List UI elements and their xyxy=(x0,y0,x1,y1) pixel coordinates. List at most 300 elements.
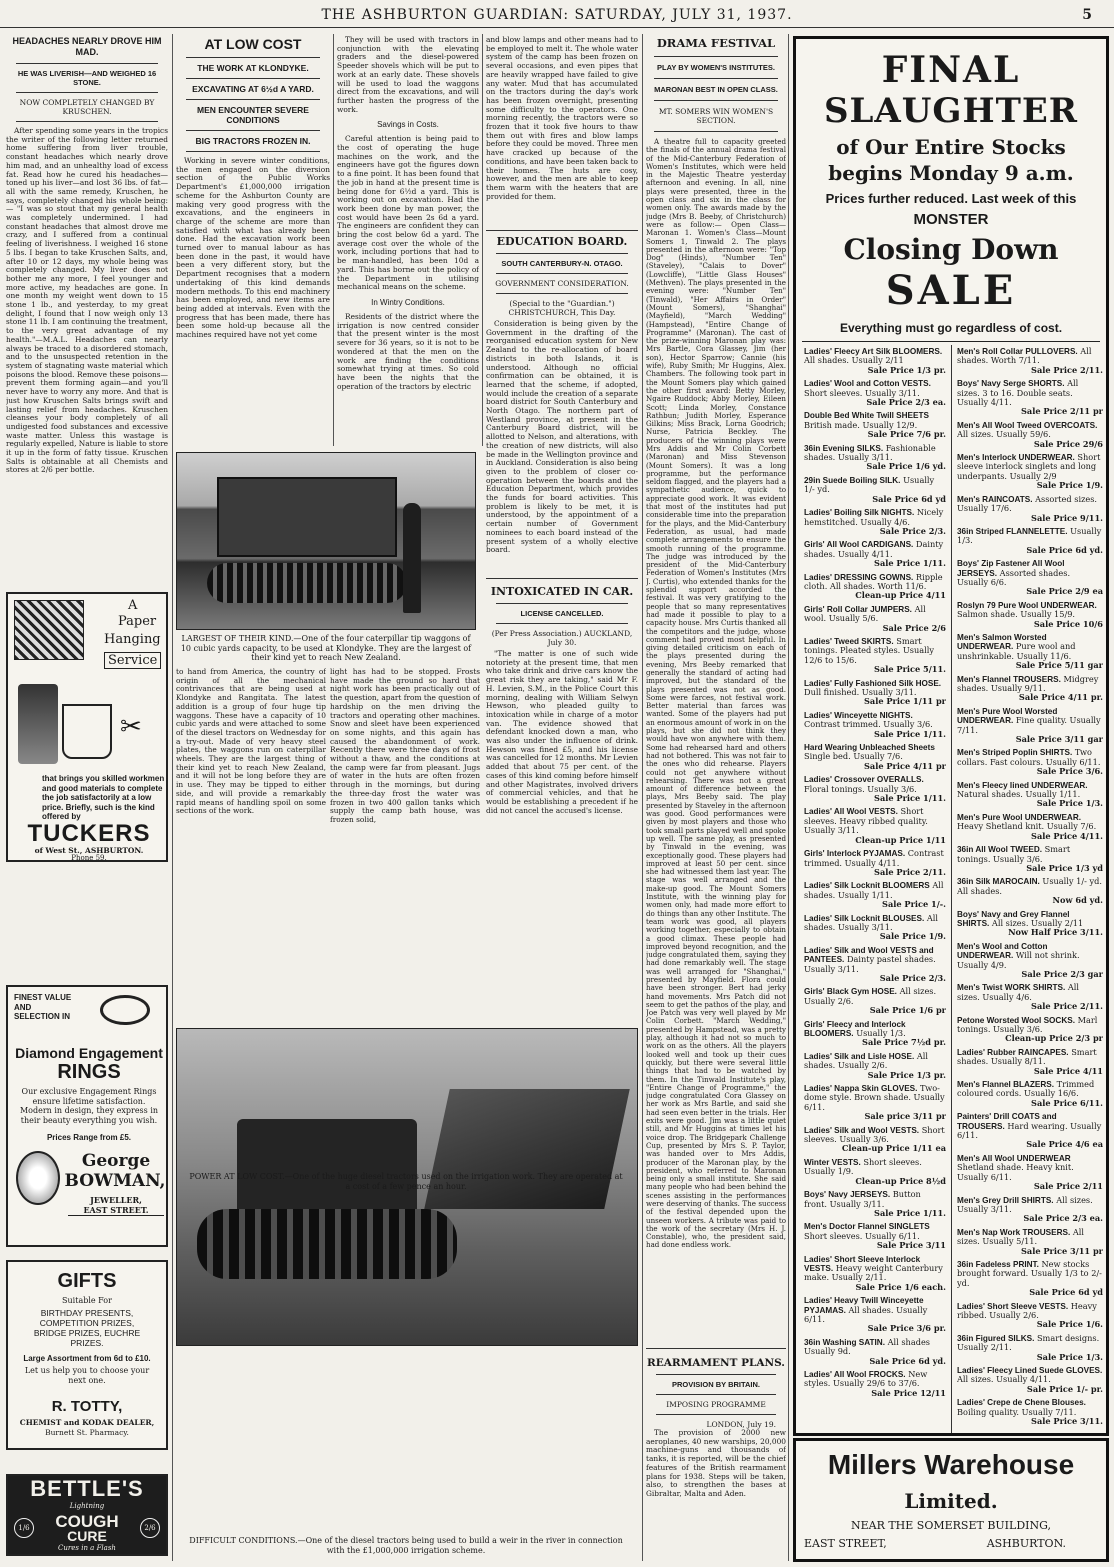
sale-item-desc: Floral tonings. Usually 3/6. xyxy=(804,783,917,794)
tuckers-ad xyxy=(6,592,168,862)
tuckers-a: A xyxy=(128,598,138,613)
sale-item-title: Men's Twist WORK SHIRTS. xyxy=(957,983,1066,993)
sale-item-price: Sale Price 3/11. xyxy=(1031,1416,1103,1427)
sale-item-desc: All shades. Usually 1/11. xyxy=(804,880,944,900)
sale-item-price: Sale Price 1/- pr. xyxy=(1026,1383,1103,1394)
sale-item xyxy=(957,1048,1103,1076)
sale-item-title: Ladies' Silk Locknit BLOOMERS xyxy=(804,881,930,891)
sale-item-desc: Usually 1/- yd. All shades. xyxy=(957,876,1102,896)
sale-item-title: Men's Fleecy lined UNDERWEAR. xyxy=(957,780,1088,790)
diesel-tractor-caption: POWER AT LOW COST.—One of the huge diesel tractors used on the irrigation work. They are operated at a cost of a few pence an hour. xyxy=(189,1172,623,1191)
sale-item xyxy=(957,1196,1103,1224)
sale-item-price: Sale Price 10/6 xyxy=(1033,618,1103,629)
sale-item-title: Ladies' Short Sleeve VESTS. xyxy=(957,1301,1069,1311)
sale-item-desc: Pure wool and unshrinkable. Usually 11/6. xyxy=(957,641,1076,661)
bowman-diamond: Diamond Engagement xyxy=(15,1045,163,1061)
sale-item-desc: Two collars. Fast colours. Usually 6/11. xyxy=(957,747,1101,767)
sale-item-desc: Dull finished. Usually 3/11. xyxy=(804,687,917,697)
sale-item xyxy=(957,748,1103,776)
sale-item xyxy=(804,1158,946,1186)
sale-item xyxy=(804,743,946,771)
intoxicated-article xyxy=(486,576,638,846)
sale-item-title: Ladies' Boiling Silk NIGHTS. xyxy=(804,508,915,518)
education-subhead-1: SOUTH CANTERBURY-N. OTAGO. xyxy=(501,259,623,268)
sale-item xyxy=(804,987,946,1015)
totty-address-2: Burnett St. Pharmacy. xyxy=(45,1428,129,1437)
sale-item-price: Sale price 3/11 pr xyxy=(864,1111,946,1122)
sale-item-title: Roslyn 79 Pure Wool UNDERWEAR. xyxy=(957,600,1097,610)
drama-subhead-1: PLAY BY WOMEN'S INSTITUTES. xyxy=(657,63,775,72)
sale-item xyxy=(957,983,1103,1011)
klondyke-subhead-2: EXCAVATING AT 6½d A YARD. xyxy=(192,84,314,94)
sale-item-title: Winter VESTS. xyxy=(804,1157,861,1167)
sale-item-price: Sale Price 2/9 ea xyxy=(1026,586,1103,597)
drama-article xyxy=(646,36,786,1336)
sale-item-desc: Nicely hemstitched. Usually 4/6. xyxy=(804,507,944,527)
rearm-subhead-2: IMPOSING PROGRAMME xyxy=(666,1400,766,1409)
sale-item-desc: All shades. Usually 6/11. xyxy=(804,1304,928,1324)
education-article xyxy=(486,228,638,573)
sale-item-desc: Short sleeves. Usually 1/9. xyxy=(804,1156,922,1177)
brush-icon xyxy=(18,684,58,764)
sale-final: FINAL xyxy=(881,49,1021,91)
sale-item xyxy=(804,444,946,472)
millers-name: Millers Warehouse xyxy=(827,1449,1075,1480)
sale-item-title: 36in Figured SILKS. xyxy=(957,1333,1035,1343)
sale-item-title: Girls' All Wool CARDIGANS. xyxy=(804,540,914,550)
sale-item-desc: All sizes. Usually 5/11. xyxy=(957,1226,1085,1247)
sale-item-title: Painters' Drill COATS and TROUSERS. xyxy=(957,1112,1057,1131)
kruschen-body: After spending some years in the tropics the writer of the following letter returned home suffering from liver trouble, constant headaches which nearly drove him mad, and an unhealthy load of excess fat. Read how he cured his headaches—toned up his liver—and lost 36 lbs. of fat—all with the same remedy, Kruschen, he says, completely changed his whole being:— "I was so stout that my general health was completely undermined. I had constant headaches that almost drove me crazy, and I suffered from a continual feeling of liverishness. I weighed 16 stone 5 lbs. I began to take Kruschen Salts, and, after 10 or 12 days, my whole being was completely changed. My liver does not bother me any more, I feel younger and more active, my headaches are gone. In one month my weight went down to 15 stone 1 lb., and yesterday, to my great delight, I found that I now weigh only 13 stone 11 lb. I am continuing the treatment, to the very great advantage of my health."—M.A.L. Headaches can nearly always be traced to a disordered stomach, and to the unsuspected retention in the system of stagnating waste material which poisons the blood. Remove these poisons—prevent them forming again—and you'll never have to worry any more. And that is just how Kruschen Salts brings swift and lasting relief from headaches. Kruschen cleanses your body completely of all undigested food substances and excessive waste matter. Unless this wastage is regularly expelled, Nature is liable to store it up in the form of fatty tissue. Kruschen Salts is obtainable at all Chemists and stores at 2/6 per bottle. xyxy=(6,126,168,475)
sale-item-title: Men's Nap Work TROUSERS. xyxy=(957,1227,1071,1237)
sale-item-price: Clean-up Price 2/3 pr xyxy=(1005,1033,1103,1044)
sale-item-title: 36in Evening SILKS. xyxy=(804,443,884,453)
sale-item-title: Girls' Interlock PYJAMAS. xyxy=(804,849,906,859)
intox-body: "The matter is one of such wide notoriety at the present time, that men who take drink and drive cars know the great risk they are taking," said Mr F. H. Levien, S.M., in the Police Court this morning, dealing with William Selwyn Hewson, who pleaded guilty to intoxication while in charge of a motor van. The evidence showed that defendant knocked down a man, who was also under the influence of drink. Hewson was fined £5, and his license was cancelled for 12 months. Mr Levien added that about 75 per cent. of the cases of this kind coming before himself and other Magistrates, involved drivers of commercial vehicles, and that he would be establishing a precedent if he did not cancel the accused's license. xyxy=(486,649,638,815)
bettles-name: BETTLE'S xyxy=(30,1476,144,1501)
klondyke-body-2: They will be used with tractors in conjunction with the elevating graders and the diesel-powered Speeder shovels which will be put to work at an early date. These shovels will be used to load the waggons direct from the excavations, and will further hasten the progress of the work. xyxy=(337,36,479,114)
klondyke-headline: AT LOW COST xyxy=(204,36,302,52)
sale-item-title: Men's Salmon Worsted UNDERWEAR. xyxy=(957,632,1047,652)
sale-item-price: Sale Price 1/6 pr xyxy=(869,1005,946,1016)
millers-limited: Limited. xyxy=(904,1489,998,1513)
sale-item-price: Sale Price 1/3 pr. xyxy=(867,1069,946,1080)
education-body: Consideration is being given by the Government in the drafting of the reorganised education system for New Zealand to the re-allocation of board districts in both Islands, it is understood. Although no official confirmation can be obtained, it is learned that the scheme, if adopted, would include the creation of a separate board district for South Canterbury and North Otago. The northern part of Westland province, at present in the Canterbury Board district, will be allotted to Nelson, and alterations, with the creation of new districts, will also be made in the Wellington province and in Auckland. Consideration is also being given to the problem of closer co-operation between the boards and the Education Department, which provides the funds for board activities. This problem is likely to be met, it is understood, by the appointment of a certain number of Government nominees to each board instead of the present system of a wholly elective board. xyxy=(486,319,638,555)
sale-item-title: Ladies' Tweed SKIRTS. xyxy=(804,636,894,646)
sale-item-title: Ladies' Silk and Wool VESTS and PANTEES. xyxy=(804,945,934,965)
kruschen-headline: HEADACHES NEARLY DROVE HIM MAD. xyxy=(12,36,162,57)
sale-item-title: Ladies' Winceyette NIGHTS. xyxy=(804,710,913,720)
sale-item xyxy=(804,1222,946,1250)
sale-item xyxy=(804,1296,946,1334)
totty-help: Let us help you to choose your next one. xyxy=(24,1366,150,1385)
drama-body: A theatre full to capacity greeted the finals of the annual drama festival of the Mid-Canterbury Federation of Women's Institutes, which were held in the Majestic Theatre yesterday afternoon and evening. In all, nine plays were presented, three in the open class and six in the class for women only. The awards made by the judge (Mrs B. Beeby, of Christchurch) were as follow:— Open Class—Maronan 1. Women's Class—Mount Somers 1, Tinwald 2. The plays presented in the afternoon were: "Top Dog" (Hinds), "Number Ten" (Staveley), "Calais to Dover" (Lowcliffe), "Little Glass Houses" (Methven). The plays presented in the evening were: "Number Ten" (Tinwald), "Her Affairs in Order" (Mount Somers), "Shanghai" (Mayfield), "March Wedding" (Hampstead), "Entire Change of Programme" (Maronan). The cast of the prize-winning Maronan play was: Mrs Bartle, Cora Glassey, Jim (her son), Hector Sparrow; Cannie (his wife), Ruby Smith; Mr Huggins, Alex. Chambers. The following took part in the Mount Somers play which gained the other first award: Betty Morley, Ngaire Ruddock; Abby Morley, Eileen Scott; Linda Morley, Constance Rathbun; Judith Morley, Esperance Gilkins; Miss Brack, Lorna Goodrich; Nurse, Patricia Beckley. The producers of the winning plays were Mrs Addis and Mr Colin Corbett (Maronan) and Miss Stevenson (Mount Somers). It was a long programme, but the performance seldom flagged, and the players had a sympathetic audience, quick to appreciate good work. It was evident that most of the institutes had put considerable time into the preparation for the plays, and the Mid-Canterbury Federation, as usual, had made complete arrangements to ensure the smooth running of the programme. The judge was introduced by the president of the Mid-Canterbury Federation of Women's Institutes (Mrs J. Curtis), who extended thanks for the splendid support accorded the festival. It was very gratifying to the people that so many representatives had made it possible to play to a capacity house. Mrs Curtis thanked all the competitors and the judge, whose comment had proved most helpful. In giving detailed criticism on each of the plays presented during the evening, Mrs Beeby remarked that generally the standard of acting had improved, but the standard of the plays presented was not as good. Some were farces, not festival work. Better material than farces was wanted. Some of the players had put an enormous amount of work in on the plays, but she did not think they would have won anywhere with them. Some had rehearsed hard and others had not bothered. This was not fair to the ones who did rehearse. Players could not get anywhere without rehearsing. There was not a great amount of difference between the plays, Mrs Beeby said. The play presented by Staveley in the afternoon was good. Good performances were given by most players and those who took small parts played well and spoke up well. The same play, as presented by Tinwald in the evening, was exceptionally good. These players had improved at least 50 per cent. since she had witnessed them last year. The stage was well arranged and the make-up good. The Mount Somers Institute, with the winning play for women only, had made more effort to do things than any other Institute. The team work was good, all players working together, especially to obtain a good climax. These people had improved beyond recognition, and the judge congratulated them, saying they had done remarkably well. The stage was well arranged for "Shanghai," presented by Mayfield. Flora could have been stronger. Bert had jerky hand movements. Mrs Patch did not seem to get the pathos of the play, and Joe Patch was very well played by Mr Colin Corbett. "March Wedding," presented by Hampstead, was a pretty play, although it had not so much to work on as the others. All the players looked well and took up their cues quickly, but there were several little things that had to be watched by them. In the Tinwald Institute's play, "Entire Change of Programme," the judge congratulated Cora Glassey on her work as Mrs Bartle, and said she had seen even better in the trials. Her exits were good. Jim was a little quiet still, and Mr Huggins at times let his voice drop. The Bridgepark Challenge Cup, presented by Mrs S. P. Taylor, was handed over to Mrs Addis, producer of the Maronan play, by the president, who referred to Maronan being only a small institute. She said many people who had been behind the scenes assisting in the performances were deserving of thanks. The success of the festival depended upon the unseen workers. A tribute was paid to the work of the secretary (Mrs H. J. Constable), who, the president said, had done endless work. xyxy=(646,137,786,1250)
sale-item-price: Sale Price 1/6 each. xyxy=(855,1281,946,1292)
education-headline: EDUCATION BOARD. xyxy=(496,235,628,248)
sale-item xyxy=(804,1084,946,1122)
sale-item-title: Ladies' Fleecy Art Silk BLOOMERS. xyxy=(804,347,943,356)
sale-item xyxy=(957,1080,1103,1108)
klondyke-sub-wintry: In Wintry Conditions. xyxy=(371,297,445,307)
sale-item-title: 36in Striped FLANNELETTE. xyxy=(957,526,1068,536)
sale-item xyxy=(804,508,946,536)
sale-stocks: of Our Entire Stocks xyxy=(836,135,1066,159)
tuckers-hanging: Hanging xyxy=(104,632,161,647)
ring-box-icon xyxy=(16,1151,60,1205)
sale-slaughter: SLAUGHTER xyxy=(823,91,1079,131)
sale-item xyxy=(804,881,946,909)
worker-figure xyxy=(403,503,421,613)
drama-subhead-3: MT. SOMERS WIN WOMEN'S SECTION. xyxy=(658,107,774,125)
sale-item-title: Ladies' DRESSING GOWNS. xyxy=(804,572,914,582)
sale-item-desc: Heavy Shetland knit. Usually 7/6. xyxy=(957,821,1097,832)
sale-item-desc: Fine quality. Usually 7/11. xyxy=(957,715,1101,735)
sale-item-desc: Shetland shade. Heavy knit. Usually 6/11. xyxy=(957,1162,1074,1182)
sale-item-title: Ladies' Short Sleeve Interlock VESTS. xyxy=(804,1254,921,1273)
bettles-cough: COUGH xyxy=(55,1512,119,1531)
sale-item-desc: Midgrey shades. Usually 9/11. xyxy=(957,673,1099,693)
sale-item xyxy=(804,914,946,942)
sale-item xyxy=(957,877,1103,905)
sale-item-desc: Short sleeves. Usually 3/11. xyxy=(804,387,920,398)
sale-item-title: Girls' Black Gym HOSE. xyxy=(804,987,897,997)
sale-item-desc: New stocks brought forward. Usually 1/3 to 2/- yd. xyxy=(957,1258,1102,1288)
masthead xyxy=(0,0,1114,28)
sale-item-desc: Usually 1/3. xyxy=(957,525,1102,546)
sale-item-price: Sale Price 7½d pr. xyxy=(862,1037,946,1048)
education-subhead-2: GOVERNMENT CONSIDERATION. xyxy=(495,279,629,288)
sale-item xyxy=(804,807,946,845)
sale-item-price: Sale Price 3/11 xyxy=(876,1240,946,1251)
sale-item-desc: Ripple cloth. All shades. Worth 11/6. xyxy=(804,571,943,591)
sale-item xyxy=(804,540,946,568)
sale-item-price: Sale Price 6/11. xyxy=(1031,1097,1103,1108)
sale-item-title: Boys' Zip Fastener All Wool JERSEYS. xyxy=(957,559,1065,578)
tuckers-phone: Phone 59. xyxy=(71,854,107,862)
sale-item-title: Girls' Fleecy and Interlock BLOOMERS. xyxy=(804,1019,906,1038)
sale-item-price: Sale Price 2/3 ea. xyxy=(866,397,946,408)
sale-item-price: Sale Price 1/3 yd xyxy=(1026,862,1103,873)
sale-item xyxy=(957,845,1103,873)
klondyke-col-d xyxy=(176,668,326,840)
sale-item-desc: Natural shades. Usually 1/11. xyxy=(957,789,1081,800)
sale-item-price: Now Half Price 3/11. xyxy=(1008,927,1103,938)
tuckers-name: TUCKERS xyxy=(27,820,151,847)
sale-item-desc: Short sleeves. Heavy ribbed quality. Usually 3/11. xyxy=(804,806,928,836)
sale-item xyxy=(804,946,946,984)
kruschen-subhead: HE WAS LIVERISH—AND WEIGHED 16 STONE. xyxy=(17,69,157,87)
sale-item-desc: Short sleeves. Usually 3/6. xyxy=(804,1124,945,1145)
sale-item-desc: Smart tonings. Pleated styles. Usually 12/6 to 15/6. xyxy=(804,635,934,665)
sale-item-title: Men's Pure Wool Worsted UNDERWEAR. xyxy=(957,706,1058,726)
sale-item xyxy=(804,775,946,803)
totty-range: Large Assortment from 6d to £10. xyxy=(23,1354,151,1363)
sale-item-title: Men's RAINCOATS. xyxy=(957,494,1033,504)
sale-item-price: Sale Price 3/6. xyxy=(1036,766,1103,777)
sale-item-title: Men's Flannel BLAZERS. xyxy=(957,1080,1055,1090)
sale-item xyxy=(804,605,946,633)
bowman-body: Our exclusive Engagement Rings ensure lifetime satisfaction. Modern in design, they express in their beauty everything you wish. xyxy=(19,1087,159,1125)
sale-item-price: Sale Price 1/6. xyxy=(1036,1319,1103,1330)
sale-item-price: Sale Price 1/11 pr xyxy=(864,696,946,707)
sale-item xyxy=(804,849,946,877)
sale-monster: MONSTER xyxy=(913,211,989,228)
sale-item-title: Men's Pure Wool UNDERWEAR. xyxy=(957,812,1082,822)
sale-item-title: 36in All Wool TWEED. xyxy=(957,845,1043,855)
sale-item-price: Sale Price 1/3 pr. xyxy=(867,364,946,375)
sale-list-left xyxy=(804,347,946,1433)
millers-near: NEAR THE SOMERSET BUILDING, xyxy=(850,1519,1052,1532)
sale-item-desc: All shades. Usually 3/11. xyxy=(804,912,939,932)
sale-item-price: Sale Price 4/11 pr. xyxy=(1018,692,1103,703)
sale-item-price: Sale Price 9/11. xyxy=(1031,512,1103,523)
sale-item-price: Sale Price 2/11. xyxy=(874,866,946,877)
sale-item-title: Boys' Navy and Grey Flannel SHIRTS. xyxy=(957,909,1070,928)
bowman-street: EAST STREET. xyxy=(68,1205,164,1216)
sale-item-price: Sale Price 7/6 pr. xyxy=(867,429,946,440)
totty-sub: Suitable For xyxy=(62,1296,112,1305)
bowman-prices: Prices Range from £5. xyxy=(46,1133,132,1142)
sale-item xyxy=(804,379,946,407)
sale-item xyxy=(804,573,946,601)
sale-item-title: Hard Wearing Unbleached Sheets xyxy=(804,743,935,753)
sale-item-title: Ladies' Crossover OVERALLS. xyxy=(804,775,924,785)
sale-item-price: Sale Price 4/11 pr xyxy=(864,760,946,771)
sale-item-title: Girls' Roll Collar JUMPERS. xyxy=(804,604,912,614)
sale-item-desc: Dainty pastel shades. Usually 3/11. xyxy=(804,954,936,974)
bettles-sub: Lightning xyxy=(69,1502,105,1510)
sale-item xyxy=(804,411,946,439)
sale-item-price: Sale Price 2/11. xyxy=(1031,1001,1103,1012)
sale-item-price: Clean-up Price 1/11 ea xyxy=(841,1143,946,1154)
sale-item-title: 36in Fadeless PRINT. xyxy=(957,1259,1039,1269)
sale-item xyxy=(957,813,1103,841)
sale-item-desc: Dainty shades. Usually 4/11. xyxy=(804,539,944,559)
sale-item xyxy=(804,1190,946,1218)
masthead-title: THE ASHBURTON GUARDIAN: SATURDAY, JULY 31, 1937. xyxy=(321,7,793,23)
paste-bucket-icon xyxy=(62,704,112,759)
sale-item-desc: Smart shades. Usually 8/11. xyxy=(957,1046,1097,1067)
sale-item-price: Sale Price 2/11 xyxy=(1033,1181,1103,1192)
sale-item-desc: Smart tonings. Usually 3/6. xyxy=(957,844,1071,864)
sale-item-title: Ladies' Crepe de Chene Blouses. xyxy=(957,1398,1086,1408)
bettles-price-1: 1/6 xyxy=(14,1518,34,1538)
sale-item xyxy=(957,379,1103,417)
sale-item-price: Sale Price 4/11 xyxy=(1033,1065,1103,1076)
sale-item-title: Men's All Wool UNDERWEAR xyxy=(957,1153,1071,1163)
sale-item-price: Sale Price 1/11. xyxy=(874,793,946,804)
sale-item-price: Sale Price 1/3. xyxy=(1036,1351,1103,1362)
sale-item xyxy=(957,601,1103,629)
sale-item-price: Sale Price 2/3 ea. xyxy=(1023,1213,1103,1224)
sale-item-title: Boys' Navy Serge SHORTS. xyxy=(957,379,1065,389)
sale-item-price: Sale Price 1/3. xyxy=(1036,798,1103,809)
sale-item xyxy=(957,527,1103,555)
bettles-ad xyxy=(6,1474,168,1556)
sale-item-price: Sale Price 6d yd. xyxy=(1026,544,1103,555)
sale-item xyxy=(804,1020,946,1048)
klondyke-body-5: and blow lamps and other means had to be employed to melt it. The whole water system of the camp has been frozen on several occasions, and even pipes that are heavily wrapped have failed to give any water. Mud that has accumulated on the tractors during the day's work has been frozen overnight, presenting some difficulty to the operators. One morning recently, the tractors were so frozen that it took five hours to thaw them out with fires and blow lamps before they could be moved. Three men have cracked up because of the conditions, and have been taken back to their homes. The huts are cosy, however, and the men are able to keep them warm with the heaters that are provided for them. xyxy=(486,36,638,201)
sale-item-price: Sale Price 5/11. xyxy=(874,664,946,675)
tractor-track xyxy=(197,1209,457,1279)
sale-item-title: Men's Interlock UNDERWEAR. xyxy=(957,453,1075,463)
sale-item-desc: All shades. Usually 2/6. xyxy=(804,1050,929,1071)
sale-item xyxy=(804,1370,946,1398)
sale-item-desc: Salmon shade. Usually 15/9. xyxy=(957,609,1076,620)
klondyke-subhead-4: BIG TRACTORS FROZEN IN. xyxy=(195,136,311,146)
sale-item-desc: All sizes. 3 to 16. Double seats. Usually 4/11. xyxy=(957,378,1079,408)
sale-item xyxy=(957,707,1103,745)
sale-item-title: 29in Suede Boiling SILK. xyxy=(804,475,901,485)
sale-item-title: Men's Roll Collar PULLOVERS. xyxy=(957,347,1078,356)
sale-item-desc: Smart designs. Usually 2/11. xyxy=(957,1332,1100,1353)
sale-item xyxy=(957,1016,1103,1044)
sale-item xyxy=(804,711,946,739)
sale-item-title: Ladies' Fleecy Lined Suede GLOVES. xyxy=(957,1366,1103,1375)
sale-item-desc: Short sleeve interlock singlets and long underpants. Usually 2/9 xyxy=(957,452,1101,481)
bettles-cure: CURE xyxy=(67,1528,107,1544)
sale-item-title: 36in Silk MAROCAIN. xyxy=(957,877,1040,887)
sale-item-title: Men's Grey Drill SHIRTS. xyxy=(957,1195,1054,1205)
rearm-headline: REARMAMENT PLANS. xyxy=(647,1357,785,1369)
sale-item-desc: Contrast trimmed. Usually 3/6. xyxy=(804,719,933,730)
waggon-body xyxy=(217,477,397,557)
sale-item-desc: Single bed. Usually 7/6. xyxy=(804,751,903,762)
sale-item-desc: Heavy weight Canterbury make. Usually 2/11. xyxy=(804,1262,943,1283)
sale-item xyxy=(957,1334,1103,1362)
sale-item-price: Sale Price 4/6 ea xyxy=(1026,1139,1103,1150)
sale-item xyxy=(804,1338,946,1366)
sale-item xyxy=(957,942,1103,980)
klondyke-col-a xyxy=(176,36,330,446)
sale-item-price: Clean-up Price 8½d xyxy=(855,1175,946,1186)
sale-sale: SALE xyxy=(885,267,1017,314)
sale-item-price: Sale Price 1/11. xyxy=(874,728,946,739)
bowman-name-2: BOWMAN, xyxy=(64,1171,166,1191)
sale-item-desc: Heavy ribbed. Usually 2/6. xyxy=(957,1300,1097,1320)
sale-item-price: Sale Price 1/6 yd. xyxy=(866,461,946,472)
sale-prices: Prices further reduced. Last week of this xyxy=(825,191,1077,206)
totty-list: BIRTHDAY PRESENTS, COMPETITION PRIZES, BRIDGE PRIZES, EUCHRE PRIZES. xyxy=(33,1308,141,1348)
sale-item-desc: Trimmed coloured cords. Usually 16/6. xyxy=(957,1079,1095,1099)
sale-item-title: Boys' Navy JERSEYS. xyxy=(804,1190,891,1200)
millers-street: EAST STREET, xyxy=(804,1537,887,1550)
sale-item xyxy=(804,476,946,504)
tip-waggon-photo xyxy=(176,452,476,630)
sale-item xyxy=(804,1126,946,1154)
sale-item-desc: Hard wearing. Usually 6/11. xyxy=(957,1120,1102,1141)
sale-item-title: Ladies' All Wool VESTS. xyxy=(804,807,898,817)
sale-item-price: Sale Price 6d yd xyxy=(872,493,946,504)
sale-item xyxy=(957,675,1103,703)
sale-item-price: Sale Price 1/-. xyxy=(882,899,946,910)
tuckers-body: that brings you skilled workmen and good materials to complete the job satisfactorily at a low price. Briefly, such is the kind offered by xyxy=(42,774,165,821)
sale-item xyxy=(957,1398,1103,1426)
sale-item xyxy=(957,453,1103,491)
klondyke-subhead-1: THE WORK AT KLONDYKE. xyxy=(197,63,309,73)
sale-item xyxy=(957,1260,1103,1298)
scissors-icon: ✂ xyxy=(120,712,142,742)
sale-item-title: Ladies' Silk Locknit BLOUSES. xyxy=(804,913,925,923)
sale-item-title: Double Bed White Twill SHEETS xyxy=(804,411,929,421)
sale-item-title: Ladies' Heavy Twill Winceyette PYJAMAS. xyxy=(804,1296,924,1315)
klondyke-body-3: Careful attention is being paid to the cost of operating the huge machines on the work, and the engineers have got the figures down to a fine point. It has been found that the job in hand at the present time is being done for 6½d a yard. This is working out on excavation. Had the work been done by man power, the cost would have been 2s 6d a yard. The engineers are confident they can bring the cost below 6d a yard. The average cost over the whole of the work, including portions that had to be man-handled, has been 10d a yard. This has borne out the policy of the Department in utilising mechanical means on the scheme. xyxy=(337,134,479,292)
sale-item xyxy=(804,347,946,375)
sale-item-title: 36in Washing SATIN. xyxy=(804,1337,885,1347)
drama-subhead-2: MARONAN BEST IN OPEN CLASS. xyxy=(654,85,778,94)
wallpaper-roll-graphic xyxy=(14,600,84,660)
sale-item-title: Men's Doctor Flannel SINGLETS xyxy=(804,1222,930,1232)
sale-item-price: Now 6d yd. xyxy=(1052,895,1103,906)
sale-item-desc: All wool. Usually 5/6. xyxy=(804,603,926,624)
kruschen-subhead-2: NOW COMPLETELY CHANGED BY KRUSCHEN. xyxy=(19,98,155,116)
sale-item-desc: Marl tonings. Usually 3/6. xyxy=(957,1014,1098,1034)
sale-item-price: Sale Price 3/6 pr. xyxy=(867,1323,946,1334)
sale-item xyxy=(957,1228,1103,1256)
sale-item-desc: All sizes. Usually 3/11. xyxy=(957,1194,1093,1214)
intox-dateline: (Per Press Association.) AUCKLAND, July 30. xyxy=(491,629,633,647)
sale-item-price: Sale Price 29/6 xyxy=(1033,438,1103,449)
rearm-body: The provision of 2000 new aeroplanes, 40 new warships, 20,000 machine-guns and thousands of tanks, it is reported, will be the chief features of the British rearmament plans for 1938. Steps will be taken, also, to strengthen the bases at Gibraltar, Malta and Aden. xyxy=(646,1428,786,1498)
tuckers-paper: Paper xyxy=(118,614,157,629)
sale-item-desc: All shades. Worth 7/11. xyxy=(957,347,1092,366)
rearmament-article xyxy=(646,1346,786,1561)
sale-item-price: Sale Price 12/11 xyxy=(871,1387,946,1398)
sale-item-desc: Contrast trimmed. Usually 4/11. xyxy=(804,848,944,868)
sale-item-title: Ladies' Wool and Cotton VESTS. xyxy=(804,379,931,389)
sale-item-price: Clean-up Price 1/11 xyxy=(855,834,946,845)
sale-item-desc: Assorted sizes. Usually 17/6. xyxy=(957,493,1098,514)
sale-item-desc: Usually 1/- yd. xyxy=(804,474,935,495)
sale-item-price: Sale Price 3/11 gar xyxy=(1015,734,1103,745)
sale-item xyxy=(957,495,1103,523)
totty-address: CHEMIST and KODAK DEALER, xyxy=(19,1418,155,1427)
sale-item-price: Sale Price 2/3. xyxy=(879,525,946,536)
sale-item-price: Sale Price 1/9. xyxy=(1036,480,1103,491)
sale-item-price: Sale Price 1/11. xyxy=(874,1207,946,1218)
sale-item-desc: All sizes. Usually 2/6. xyxy=(804,986,937,1006)
kruschen-article xyxy=(6,36,168,596)
sale-item-price: Sale Price 2/3. xyxy=(879,972,946,983)
klondyke-col-c xyxy=(486,36,638,224)
bowman-ad xyxy=(6,985,168,1247)
sale-item-title: Ladies' Fully Fashioned Silk HOSE. xyxy=(804,678,942,688)
tuckers-service: Service xyxy=(104,652,161,669)
sale-item xyxy=(957,347,1103,375)
intox-headline: INTOXICATED IN CAR. xyxy=(490,585,634,598)
sale-item-price: Sale Price 1/9. xyxy=(879,931,946,942)
drama-headline: DRAMA FESTIVAL xyxy=(656,36,776,50)
weir-caption: DIFFICULT CONDITIONS.—One of the diesel tractors being used to build a weir in the river in connection with the £1,000,000 irrigation scheme. xyxy=(189,1536,623,1555)
sale-item-price: Sale Price 2/3 gar xyxy=(1021,968,1103,979)
sale-item-title: Ladies' Silk and Lisle HOSE. xyxy=(804,1051,915,1061)
sale-item-desc: All sizes. Usually 4/6. xyxy=(957,982,1080,1002)
sale-closing-down: Closing Down xyxy=(843,233,1059,266)
sale-item xyxy=(957,1154,1103,1192)
sale-ad xyxy=(793,36,1109,1436)
bowman-name-1: George xyxy=(81,1151,151,1171)
totty-name: R. TOTTY, xyxy=(51,1398,123,1415)
sale-item-desc: Assorted shades. Usually 6/6. xyxy=(957,567,1071,587)
millers-ad xyxy=(793,1438,1109,1562)
page-number: 5 xyxy=(1082,7,1092,23)
bowman-job: JEWELLER, xyxy=(90,1195,142,1205)
sale-item-desc: All shades Usually 9d. xyxy=(804,1336,930,1357)
sale-item-desc: All sizes. Usually 2/11 xyxy=(991,917,1084,928)
totty-ad xyxy=(6,1260,168,1450)
millers-town: ASHBURTON. xyxy=(986,1537,1066,1550)
sale-item xyxy=(957,633,1103,671)
